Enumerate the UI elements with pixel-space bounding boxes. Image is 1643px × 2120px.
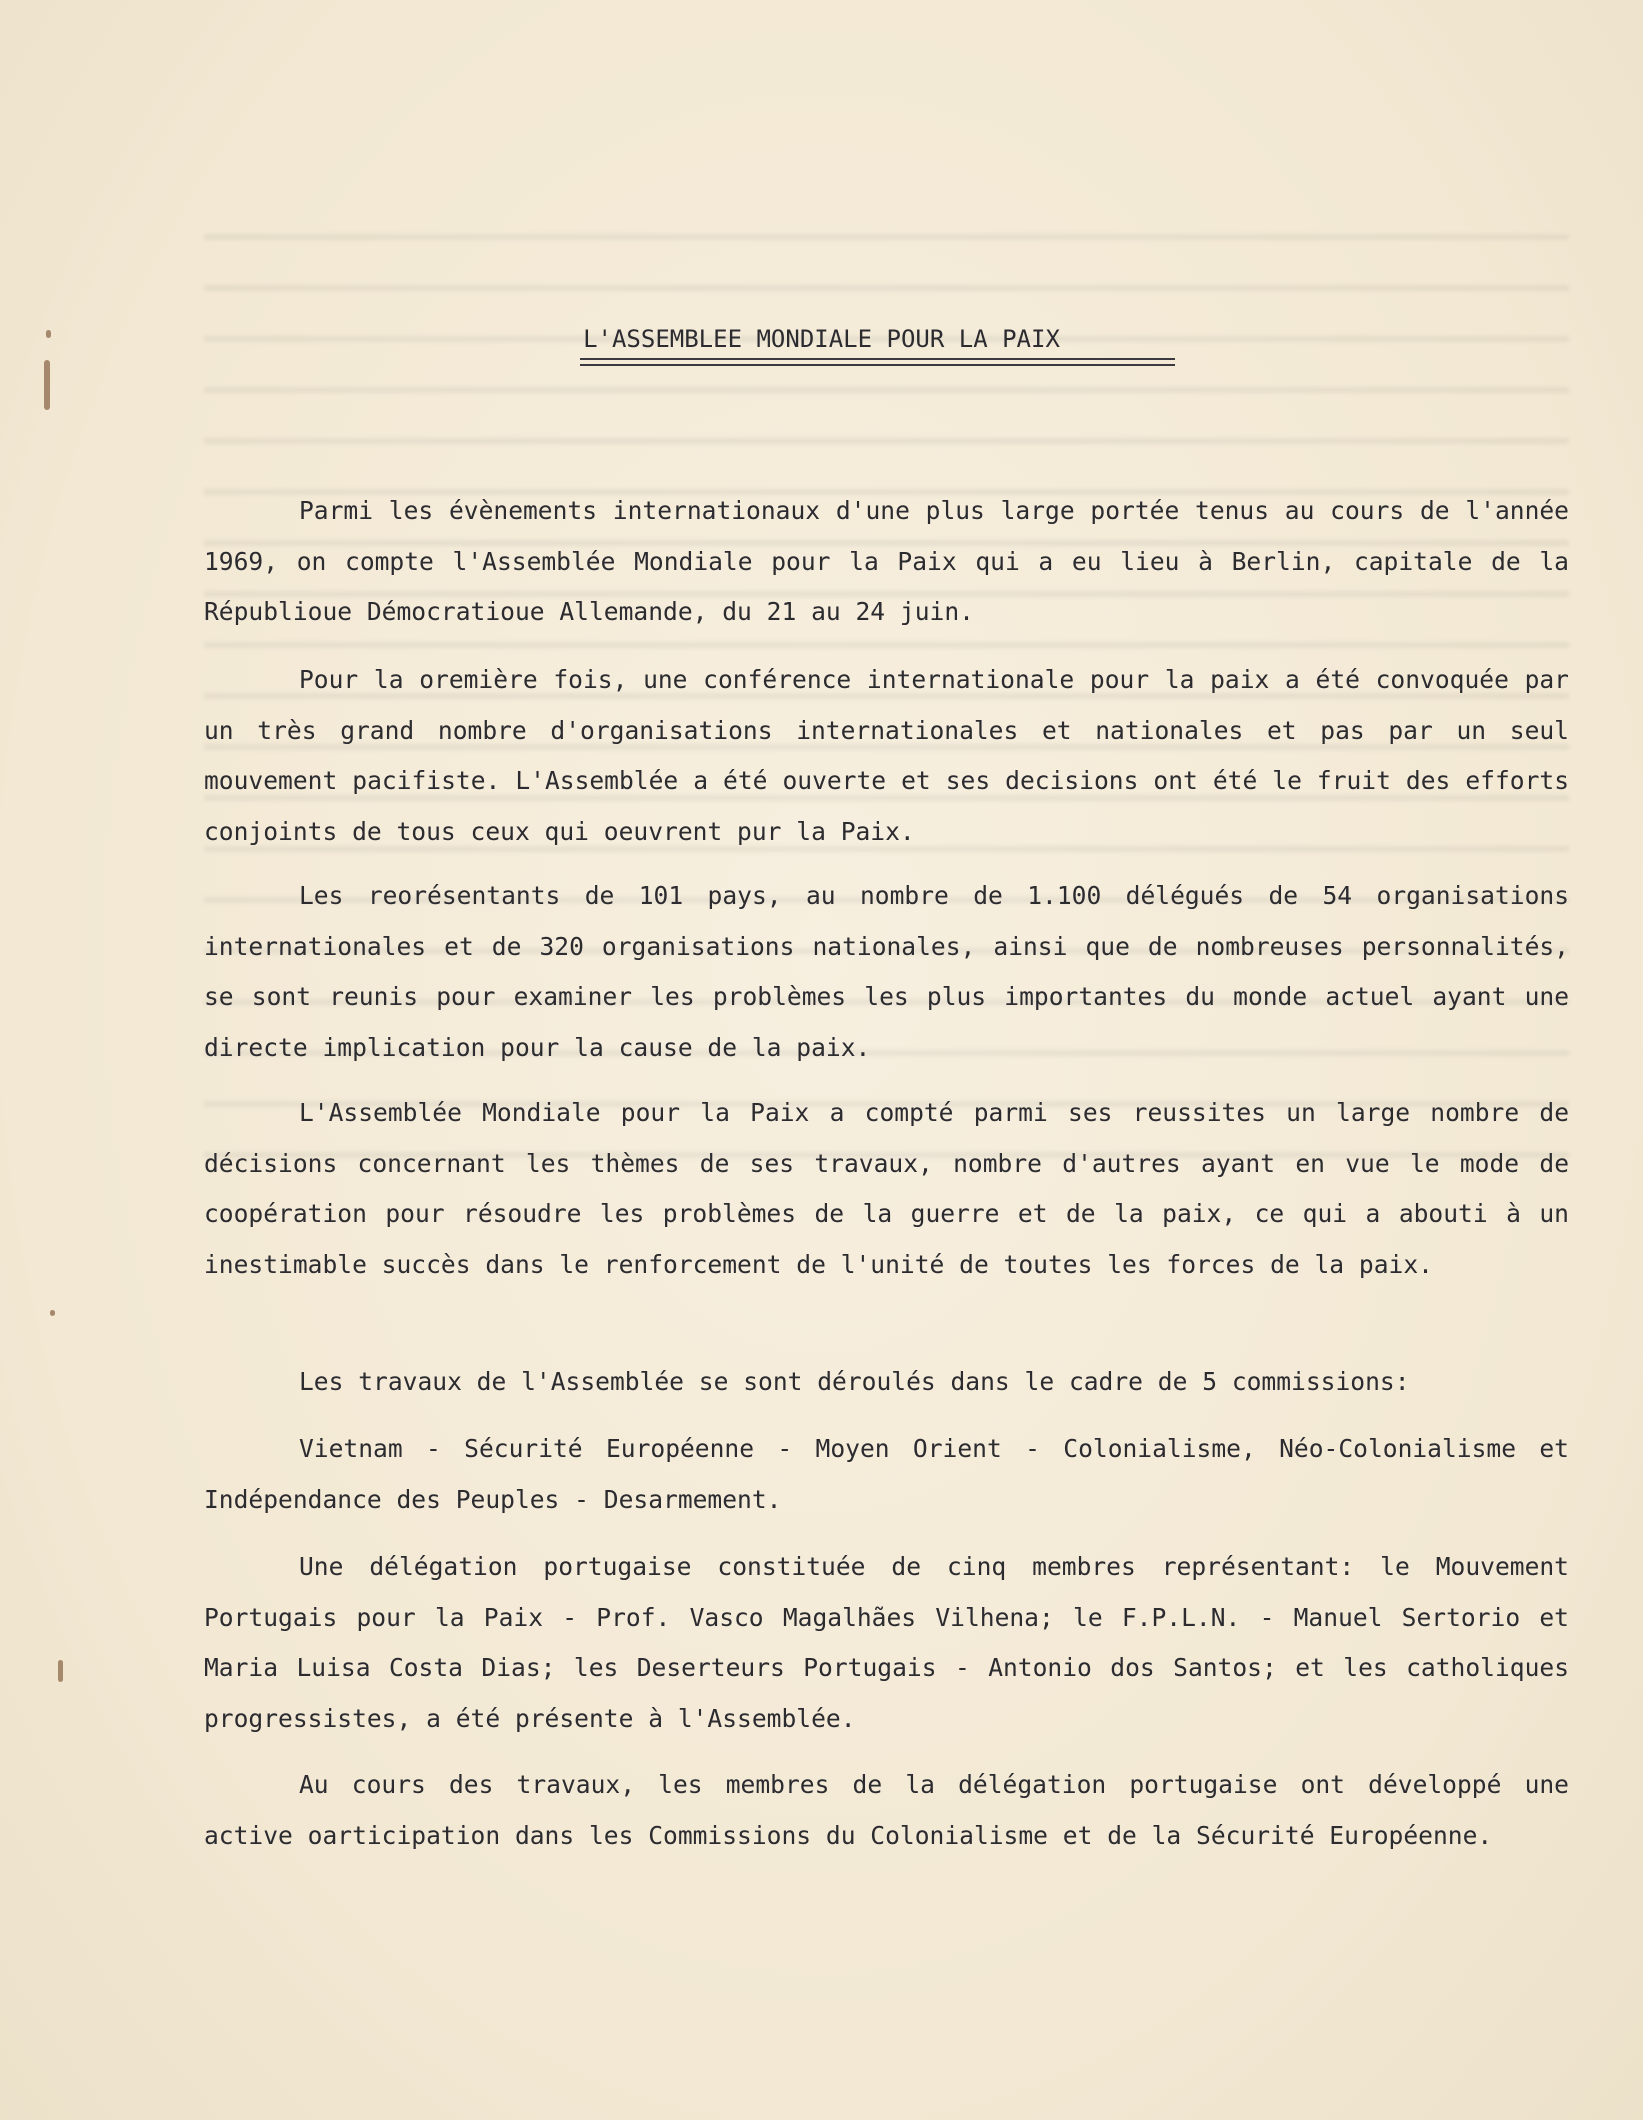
margin-hole-mark [44,360,50,410]
paragraph-7: Une délégation portugaise constituée de cinq membres représentant: le Mouvement Portugais pour la Paix - Prof. Vasco Magalhães Vilhena; le F.P.L.N. - Manuel Sertorio et Maria Luisa Costa Dias; les Deserteurs Portugais - Antonio dos Santos; et les catholiques progressistes, a été présente à l'Assemblée. [204,1552,1569,1733]
paragraph-8: Au cours des travaux, les membres de la délégation portugaise ont développé une active oarticipation dans les Commissions du Colonialisme et de la Sécurité Européenne. [204,1770,1569,1850]
paragraph-4: L'Assemblée Mondiale pour la Paix a compté parmi ses reussites un large nombre de décisions concernant les thèmes de ses travaux, nombre d'autres ayant en vue le mode de coopération pour résoudre les problèmes de la guerre et de la paix, ce qui a abouti à un inestimable succès dans le renforcement de l'unité de toutes les forces de la paix. [204,1098,1569,1279]
document-title: L'ASSEMBLEE MONDIALE POUR LA PAIX [583,325,1060,353]
paragraph-6: Vietnam - Sécurité Européenne - Moyen Orient - Colonialisme, Néo-Colonialisme et Indépendance des Peuples - Desarmement. [204,1434,1569,1514]
paragraph-3: Les reorésentants de 101 pays, au nombre de 1.100 délégués de 54 organisations internationales et de 320 organisations nationales, ainsi que de nombreuses personnalités, se sont reunis pour examiner les problèmes les plus importantes du monde actuel ayant une directe implication pour la cause de la paix. [204,881,1569,1062]
paragraph-5: Les travaux de l'Assemblée se sont déroulés dans le cadre de 5 commissions: [299,1367,1410,1396]
margin-hole-mark [58,1660,63,1682]
margin-hole-mark [50,1310,55,1316]
paragraph-1: Parmi les évènements internationaux d'une plus large portée tenus au cours de l'année 1969, on compte l'Assemblée Mondiale pour la Paix qui a eu lieu à Berlin, capitale de la Républioue Démocratioue Allemande, du 21 au 24 juin. [204,496,1569,626]
title-double-underline [580,364,1175,366]
title-underline [580,358,1175,360]
paragraph-2: Pour la oremière fois, une conférence internationale pour la paix a été convoquée par un très grand nombre d'organisations internationales et nationales et pas par un seul mouvement pacifiste. L'Assemblée a été ouverte et ses decisions ont été le fruit des efforts conjoints de tous ceux qui oeuvrent pur la Paix. [204,665,1569,846]
